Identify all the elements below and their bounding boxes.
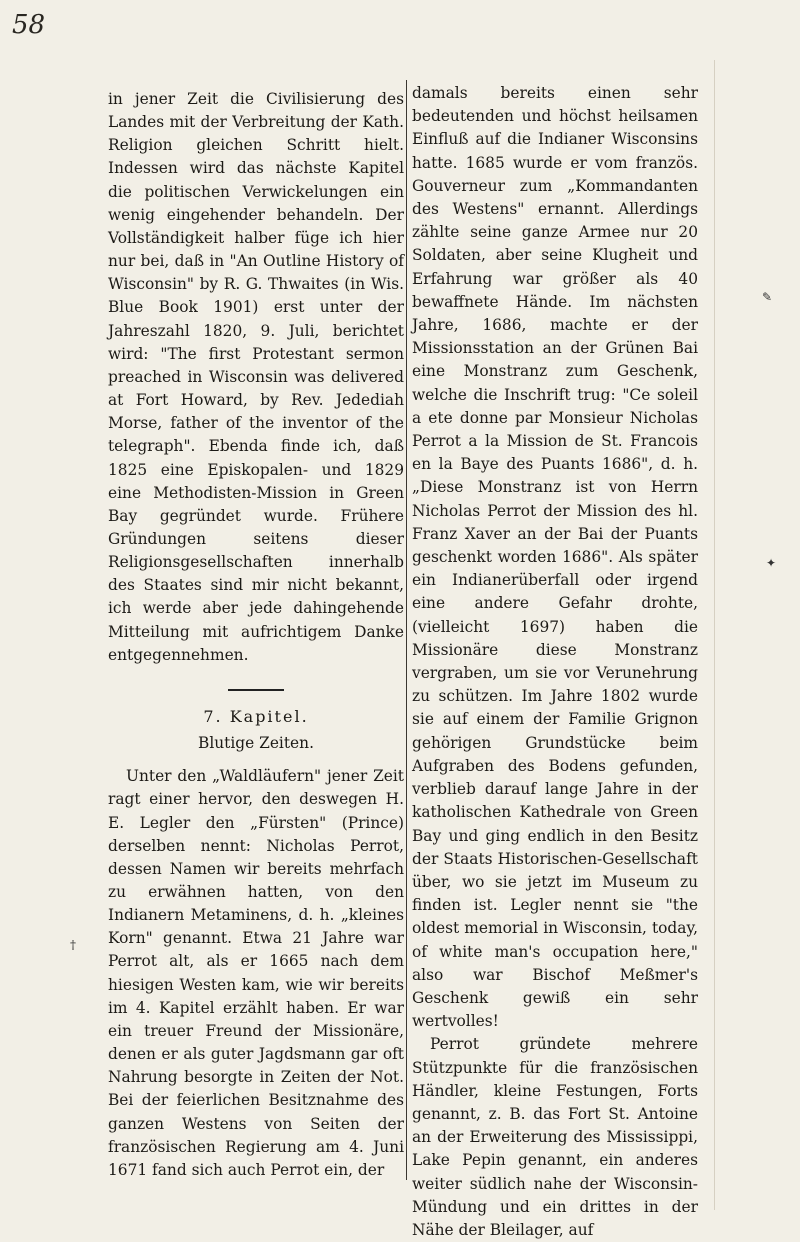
chapter-subtitle: Blutige Zeiten.: [198, 734, 314, 753]
margin-mark: ✎: [762, 290, 773, 304]
chapter-heading: 7. Kapitel.: [203, 706, 309, 726]
chapter-separator: [228, 689, 284, 691]
page-edge-line: [714, 60, 715, 1210]
right-column: [412, 82, 698, 1242]
margin-mark: ✦: [766, 556, 777, 570]
margin-mark: †: [70, 938, 76, 952]
left-column: [108, 88, 404, 1182]
page-number: 58: [12, 10, 46, 40]
left-paragraph-1: in jener Zeit die Civilisierung des Landes mit der Verbreitung der Kath. Religion gleichen Schritt hielt. Indessen wird das nächste Kapitel die politischen Verwickelungen ein wenig eingehender behandeln. Der Vollständigkeit halber füge ich hier nur bei, daß in "An Outline History of Wisconsin" by R. G. Thwaites (in Wis. Blue Book 1901) erst unter der Jahreszahl 1820, 9. Juli, berichtet wird: "The first Protestant sermon preached in Wisconsin was delivered at Fort Howard, by Rev. Jedediah Morse, father of the inventor of the telegraph". Ebenda finde ich, daß 1825 eine Episkopalen- und 1829 eine Methodisten-Mission in Green Bay gegründet wurde. Frühere Gründungen seitens dieser Religionsgesellschaften innerhalb des Staates sind mir nicht bekannt, ich werde aber jede dahingehende Mitteilung mit aufrichtigem Danke entgegennehmen.: [108, 90, 404, 664]
right-paragraph-1: damals bereits einen sehr bedeutenden und höchst heilsamen Einfluß auf die Indianer Wisconsins hatte. 1685 wurde er vom französ. Gouverneur zum „Kommandanten des Westens" ernannt. Allerdings zählte seine ganze Armee nur 20 Soldaten, aber seine Klugheit und Erfahrung war größer als 40 bewaffnete Hände. Im nächsten Jahre, 1686, machte er der Missionsstation an der Grünen Bai eine Monstranz zum Geschenk, welche die Inschrift trug: "Ce soleil a ete donne par Monsieur Nicholas Perrot a la Mission de St. Francois en la Baye des Puants 1686", d. h. „Diese Monstranz ist von Herrn Nicholas Perrot der Mission des hl. Franz Xaver an der Bai der Puants geschenkt worden 1686". Als später ein Indianerüberfall oder irgend eine andere Gefahr drohte, (vielleicht 1697) haben die Missionäre diese Monstranz vergraben, um sie vor Verunehrung zu schützen. Im Jahre 1802 wurde sie auf einem der Familie Grignon gehörigen Grundstücke beim Aufgraben des Bodens gefunden, verblieb darauf lange Jahre in der katholischen Kathedrale von Green Bay und ging endlich in den Besitz der Staats Historischen-Gesellschaft über, wo sie jetzt im Museum zu finden ist. Legler nennt sie "the oldest memorial in Wisconsin, today, of white man's occupation here," also war Bischof Meßmer's Geschenk gewiß ein sehr wertvolles!: [412, 84, 698, 1031]
left-paragraph-2: Unter den „Waldläufern" jener Zeit ragt einer hervor, den deswegen H. E. Legler den „Fürsten" (Prince) derselben nennt: Nicholas Perrot, dessen Namen wir bereits mehrfach zu erwähnen hatten, von den Indianern Metaminens, d. h. „kleines Korn" genannt. Etwa 21 Jahre war Perrot alt, als er 1665 nach dem hiesigen Westen kam, wie wir bereits im 4. Kapitel erzählt haben. Er war ein treuer Freund der Missionäre, denen er als guter Jagdsmann gar oft Nahrung besorgte in Zeiten der Not. Bei der feierlichen Besitznahme des ganzen Westens von Seiten der französischen Regierung am 4. Juni 1671 fand sich auch Perrot ein, der: [108, 767, 404, 1179]
right-paragraph-2: Perrot gründete mehrere Stützpunkte für die französischen Händler, kleine Festungen, Forts genannt, z. B. das Fort St. Antoine an der Erweiterung des Mississippi, Lake Pepin genannt, ein anderes weiter südlich nahe der Wisconsin-Mündung und ein drittes in der Nähe der Bleilager, auf: [412, 1035, 698, 1239]
column-divider: [406, 80, 407, 1180]
